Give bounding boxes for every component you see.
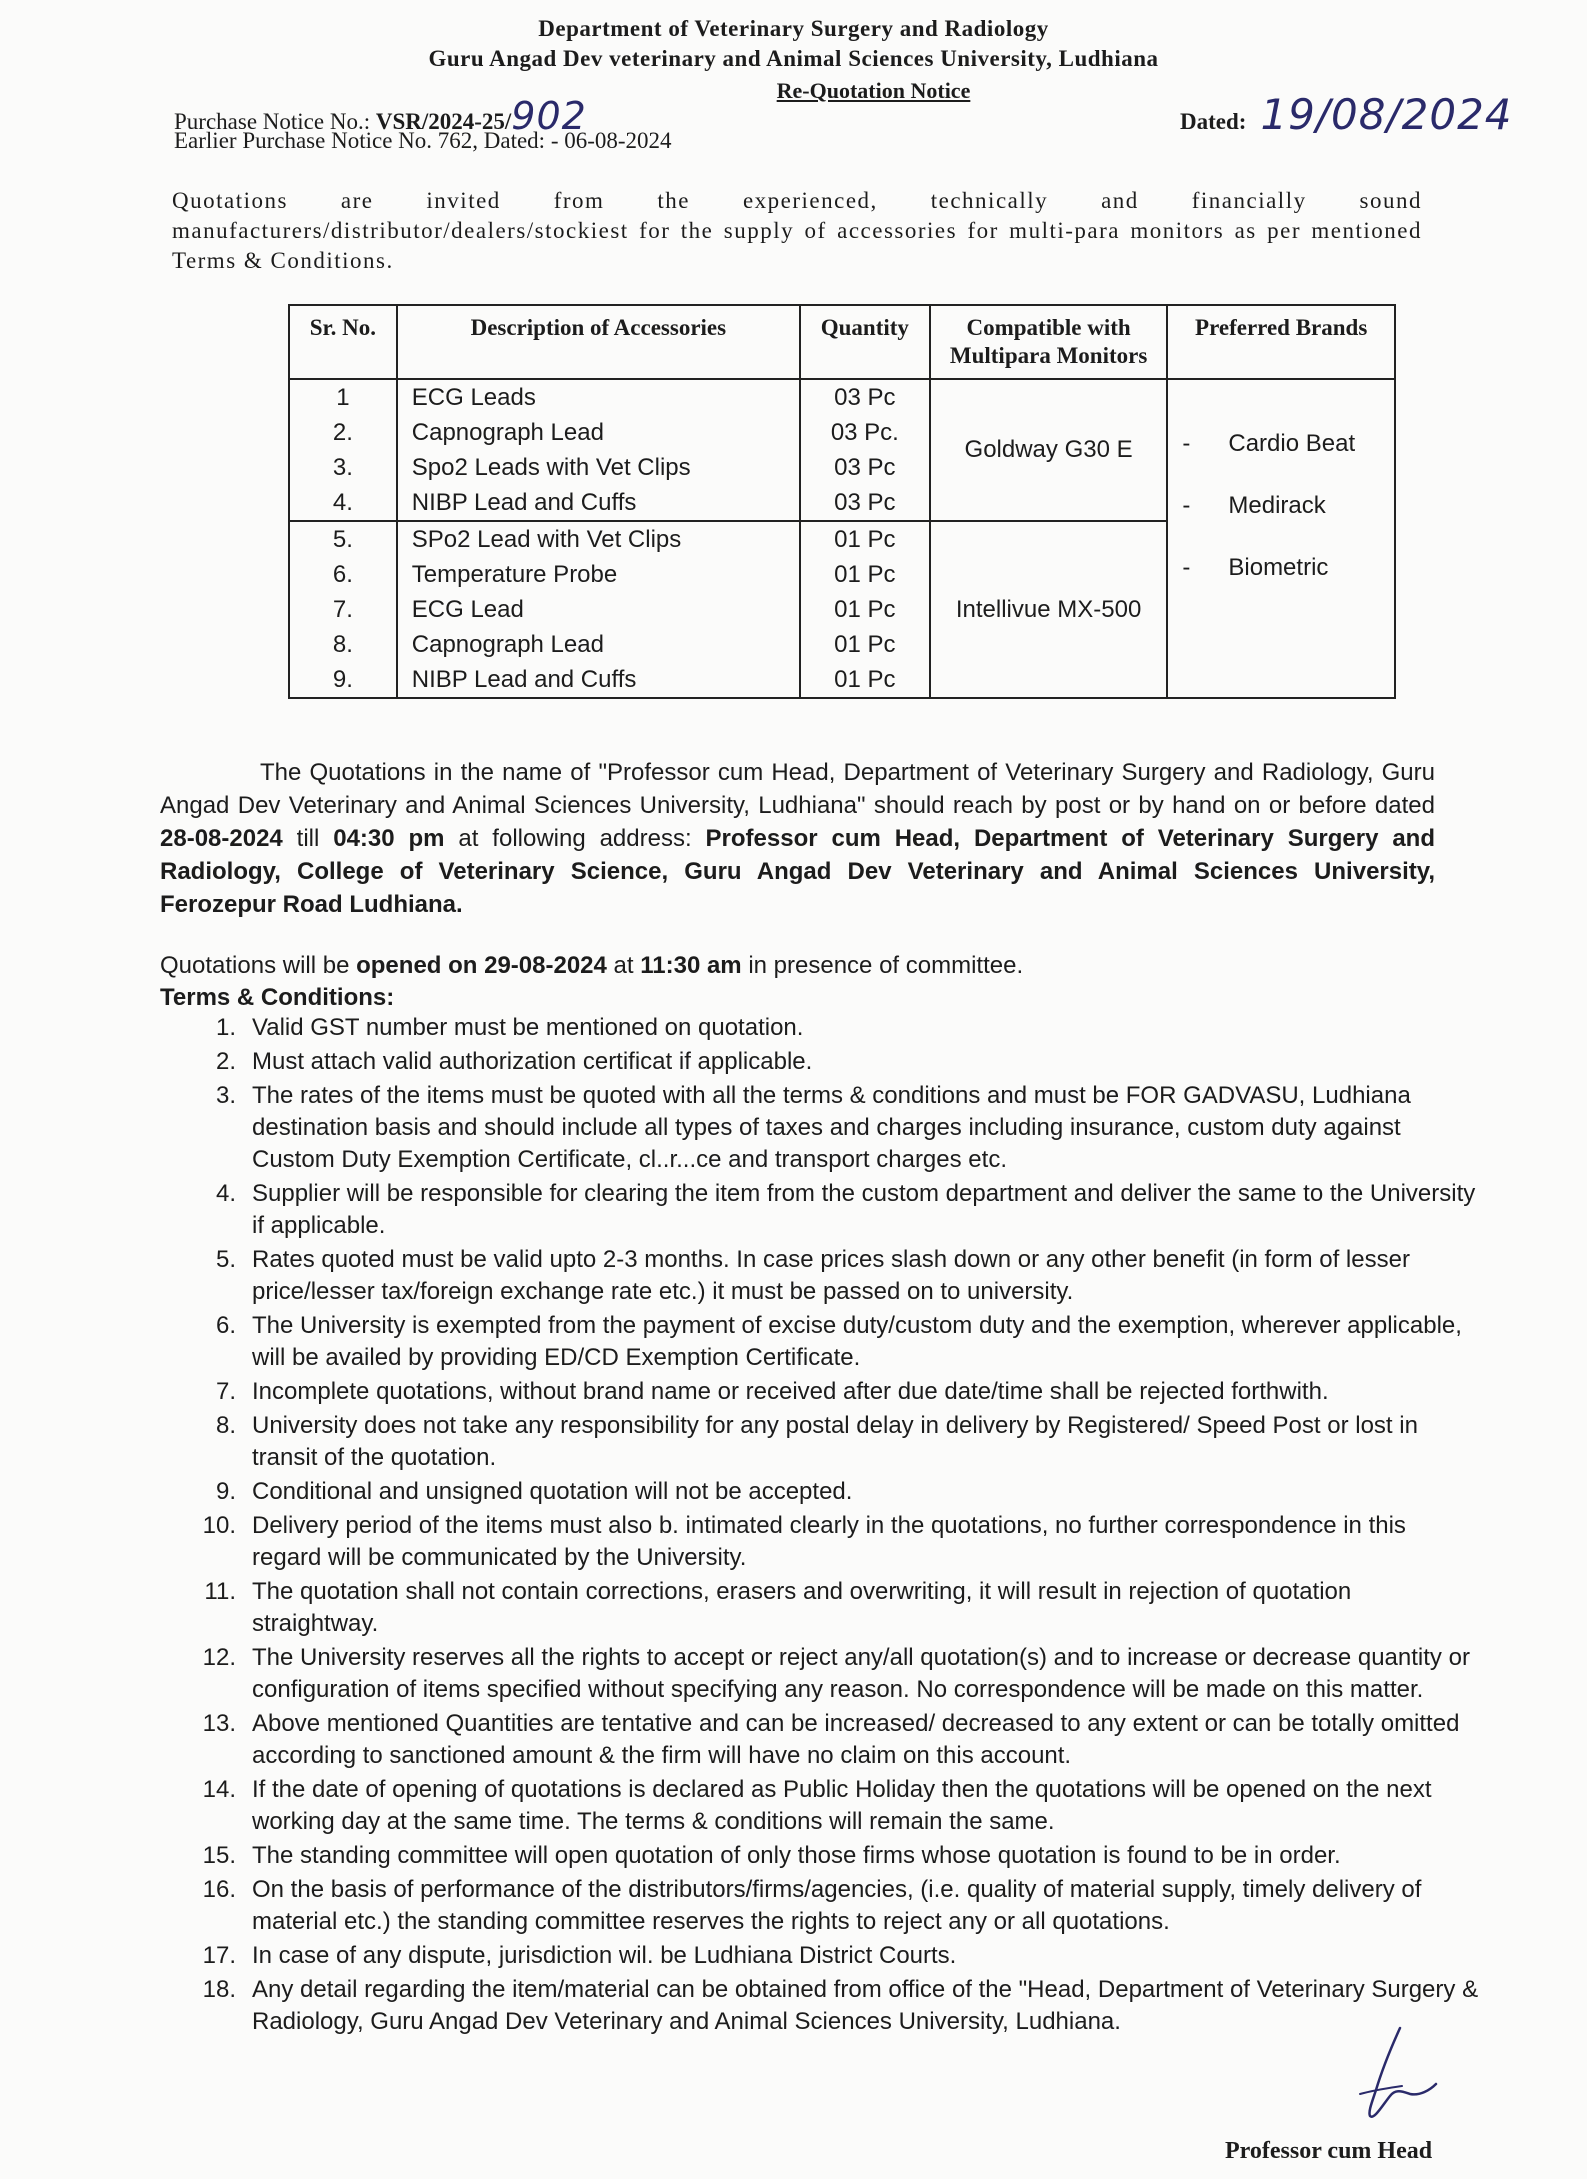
terms-title: Terms & Conditions: bbox=[160, 984, 395, 1011]
term-number: 6. bbox=[215, 1312, 236, 1339]
cell-quantity: 03 Pc bbox=[800, 485, 930, 521]
cell-sr: 1 bbox=[289, 379, 397, 415]
list-item bbox=[160, 1576, 1480, 1640]
term-text: University does not take any responsibility for any postal delay in delivery by Registered/ Speed Post or lost in transit of the quotation. bbox=[252, 1412, 1418, 1471]
cell-sr: 6. bbox=[289, 557, 397, 592]
brand-name: Cardio Beat bbox=[1228, 430, 1356, 457]
list-item bbox=[160, 1708, 1480, 1772]
cell-quantity: 03 Pc bbox=[800, 379, 930, 415]
term-number: 1. bbox=[215, 1014, 236, 1041]
table-header-row bbox=[289, 305, 1395, 379]
list-item bbox=[160, 1974, 1480, 2038]
cell-monitor-goldway: Goldway G30 E bbox=[930, 379, 1168, 521]
term-number: 9. bbox=[215, 1478, 236, 1505]
due-date: 28-08-2024 bbox=[160, 825, 283, 852]
term-text: The quotation shall not contain corrections, erasers and overwriting, it will result in rejection of quotation straightway. bbox=[252, 1578, 1352, 1637]
dated-handwritten: 19/08/2024 bbox=[1260, 90, 1513, 139]
cell-description: ECG Lead bbox=[397, 592, 800, 627]
term-text: The University reserves all the rights to accept or reject any/all quotation(s) and to increase or decrease quantity or configuration of items specified without specifying any reason. No correspondence will be made on this matter. bbox=[252, 1644, 1470, 1703]
term-number: 11. bbox=[204, 1578, 236, 1605]
list-item bbox=[160, 1178, 1480, 1242]
opening-text: Quotations will be bbox=[160, 952, 357, 979]
opening-date: opened on 29-08-2024 bbox=[356, 952, 607, 979]
cell-sr: 8. bbox=[289, 627, 397, 662]
dated-label: Dated: bbox=[1180, 109, 1247, 134]
brand-item: - Cardio Beat bbox=[1182, 430, 1356, 457]
cell-quantity: 01 Pc bbox=[800, 662, 930, 698]
cell-quantity: 03 Pc bbox=[800, 450, 930, 485]
signatory-title: Professor cum Head bbox=[1225, 2138, 1433, 2164]
submission-text: till bbox=[282, 825, 334, 852]
term-number: 13. bbox=[202, 1710, 236, 1737]
cell-description: NIBP Lead and Cuffs bbox=[397, 662, 800, 698]
header-compatible: Compatible with Multipara Monitors bbox=[930, 305, 1168, 379]
cell-monitor-intellivue: Intellivue MX-500 bbox=[930, 521, 1168, 698]
opening-line bbox=[160, 952, 1023, 980]
list-item bbox=[160, 1874, 1480, 1938]
list-item bbox=[160, 1310, 1480, 1374]
notice-date bbox=[1180, 90, 1513, 139]
list-item bbox=[160, 1510, 1480, 1574]
list-item bbox=[160, 1244, 1480, 1308]
cell-description: Capnograph Lead bbox=[397, 415, 800, 450]
notice-handwritten-number: 902 bbox=[511, 94, 587, 138]
term-number: 8. bbox=[215, 1412, 236, 1439]
term-text: The University is exempted from the payment of excise duty/custom duty and the exemption, wherever applicable, will be availed by providing ED/CD Exemption Certificate. bbox=[252, 1312, 1462, 1371]
term-number: 16. bbox=[202, 1876, 236, 1903]
opening-text: in presence of committee. bbox=[741, 952, 1024, 979]
term-text: On the basis of performance of the distributors/firms/agencies, (i.e. quality of material supply, timely delivery of material etc.) the standing committee reserves the rights to reject any or all quotations. bbox=[252, 1876, 1422, 1935]
cell-quantity: 01 Pc bbox=[800, 521, 930, 557]
list-item bbox=[160, 1080, 1480, 1176]
list-item bbox=[160, 1642, 1480, 1706]
term-number: 15. bbox=[202, 1842, 236, 1869]
cell-quantity: 01 Pc bbox=[800, 592, 930, 627]
term-number: 3. bbox=[215, 1082, 236, 1109]
cell-quantity: 01 Pc bbox=[800, 557, 930, 592]
header-description: Description of Accessories bbox=[397, 305, 800, 379]
term-number: 17. bbox=[202, 1942, 236, 1969]
term-text: Must attach valid authorization certificat if applicable. bbox=[252, 1048, 813, 1075]
cell-sr: 9. bbox=[289, 662, 397, 698]
cell-quantity: 01 Pc bbox=[800, 627, 930, 662]
term-text: Above mentioned Quantities are tentative and can be increased/ decreased to any extent or can be totally omitted according to sanctioned amount & the firm will have no claim on this account. bbox=[252, 1710, 1460, 1769]
terms-list bbox=[160, 1012, 1480, 2040]
notice-title: Re-Quotation Notice bbox=[776, 78, 971, 103]
header-quantity: Quantity bbox=[800, 305, 930, 379]
signature-icon bbox=[1330, 2020, 1440, 2130]
cell-description: Spo2 Leads with Vet Clips bbox=[397, 450, 800, 485]
term-text: In case of any dispute, jurisdiction wil. be Ludhiana District Courts. bbox=[252, 1942, 957, 1969]
list-item bbox=[160, 1376, 1480, 1408]
term-number: 12. bbox=[202, 1644, 236, 1671]
header-sr-no: Sr. No. bbox=[289, 305, 397, 379]
brand-item: - Biometric bbox=[1182, 554, 1329, 581]
list-item bbox=[160, 1940, 1480, 1972]
university-title: Guru Angad Dev veterinary and Animal Sciences University, Ludhiana bbox=[428, 46, 1159, 71]
term-number: 10. bbox=[202, 1512, 236, 1539]
term-number: 5. bbox=[215, 1246, 236, 1273]
term-text: Valid GST number must be mentioned on quotation. bbox=[252, 1014, 804, 1041]
table-row bbox=[289, 379, 1395, 415]
cell-sr: 5. bbox=[289, 521, 397, 557]
cell-description: SPo2 Lead with Vet Clips bbox=[397, 521, 800, 557]
cell-sr: 2. bbox=[289, 415, 397, 450]
header-preferred-brands: Preferred Brands bbox=[1167, 305, 1395, 379]
term-number: 2. bbox=[215, 1048, 236, 1075]
notice-label: Purchase Notice No.: bbox=[174, 109, 376, 134]
term-number: 14. bbox=[202, 1776, 236, 1803]
term-number: 4. bbox=[215, 1180, 236, 1207]
brand-name: Biometric bbox=[1228, 554, 1329, 581]
cell-sr: 3. bbox=[289, 450, 397, 485]
term-text: The rates of the items must be quoted with all the terms & conditions and must be FOR GADVASU, Ludhiana destination basis and should include all types of taxes and charges including insurance, custom duty against Custom Duty Exemption Certificate, cl..r...ce and transport charges etc. bbox=[252, 1082, 1411, 1173]
cell-description: ECG Leads bbox=[397, 379, 800, 415]
department-title: Department of Veterinary Surgery and Radiology bbox=[538, 16, 1049, 41]
list-item bbox=[160, 1046, 1480, 1078]
opening-text: at bbox=[606, 952, 641, 979]
term-number: 7. bbox=[215, 1378, 236, 1405]
list-item bbox=[160, 1476, 1480, 1508]
list-item bbox=[160, 1410, 1480, 1474]
term-text: Supplier will be responsible for clearing the item from the custom department and deliver the same to the University if applicable. bbox=[252, 1180, 1476, 1239]
due-time: 04:30 pm bbox=[333, 825, 445, 852]
cell-description: Temperature Probe bbox=[397, 557, 800, 592]
cell-sr: 4. bbox=[289, 485, 397, 521]
term-text: Any detail regarding the item/material can be obtained from office of the "Head, Department of Veterinary Surgery & Radiology, Guru Angad Dev Veterinary and Animal Sciences University, Ludhiana. bbox=[252, 1976, 1479, 2035]
cell-description: NIBP Lead and Cuffs bbox=[397, 485, 800, 521]
list-item bbox=[160, 1774, 1480, 1838]
cell-description: Capnograph Lead bbox=[397, 627, 800, 662]
accessories-table bbox=[288, 304, 1396, 699]
submission-text: The Quotations in the name of "Professor cum Head, Department of Veterinary Surgery and Radiology, Guru Angad Dev Veterinary and Animal Sciences University, Ludhiana" should reach by post or by hand on or before dated bbox=[160, 759, 1435, 819]
cell-sr: 7. bbox=[289, 592, 397, 627]
submission-address: Professor cum Head, Department of Veterinary Surgery and Radiology, College of Veterinary Science, Guru Angad Dev Veterinary and Animal Sciences University, Ferozepur Road Ludhiana. bbox=[160, 825, 1435, 918]
term-text: Conditional and unsigned quotation will not be accepted. bbox=[252, 1478, 853, 1505]
term-number: 18. bbox=[202, 1976, 236, 2003]
term-text: If the date of opening of quotations is declared as Public Holiday then the quotations will be opened on the next working day at the same time. The terms & conditions will remain the same. bbox=[252, 1776, 1432, 1835]
term-text: Delivery period of the items must also b. intimated clearly in the quotations, no further correspondence in this regard will be communicated by the University. bbox=[252, 1512, 1406, 1571]
earlier-notice: Earlier Purchase Notice No. 762, Dated: - 06-08-2024 bbox=[174, 128, 672, 153]
intro-paragraph: Quotations are invited from the experienced, technically and financially sound manufacturers/distributor/dealers/stockiest for the supply of accessories for multi-para monitors as per mentioned Terms & Conditions. bbox=[172, 188, 1422, 273]
term-text: The standing committee will open quotation of only those firms whose quotation is found to be in order. bbox=[252, 1842, 1341, 1869]
cell-quantity: 03 Pc. bbox=[800, 415, 930, 450]
cell-preferred-brands bbox=[1167, 379, 1395, 698]
notice-number: VSR/2024-25/ bbox=[375, 109, 512, 134]
term-text: Rates quoted must be valid upto 2-3 months. In case prices slash down or any other benefit (in form of lesser price/lesser tax/foreign exchange rate etc.) it must be passed on to university. bbox=[252, 1246, 1410, 1305]
submission-text: at following address: bbox=[444, 825, 706, 852]
opening-time: 11:30 am bbox=[640, 952, 742, 979]
brand-name: Medirack bbox=[1228, 492, 1326, 519]
list-item bbox=[160, 1012, 1480, 1044]
term-text: Incomplete quotations, without brand name or received after due date/time shall be rejected forthwith. bbox=[252, 1378, 1329, 1405]
submission-paragraph bbox=[160, 756, 1435, 921]
brand-item: - Medirack bbox=[1182, 492, 1326, 519]
list-item bbox=[160, 1840, 1480, 1872]
